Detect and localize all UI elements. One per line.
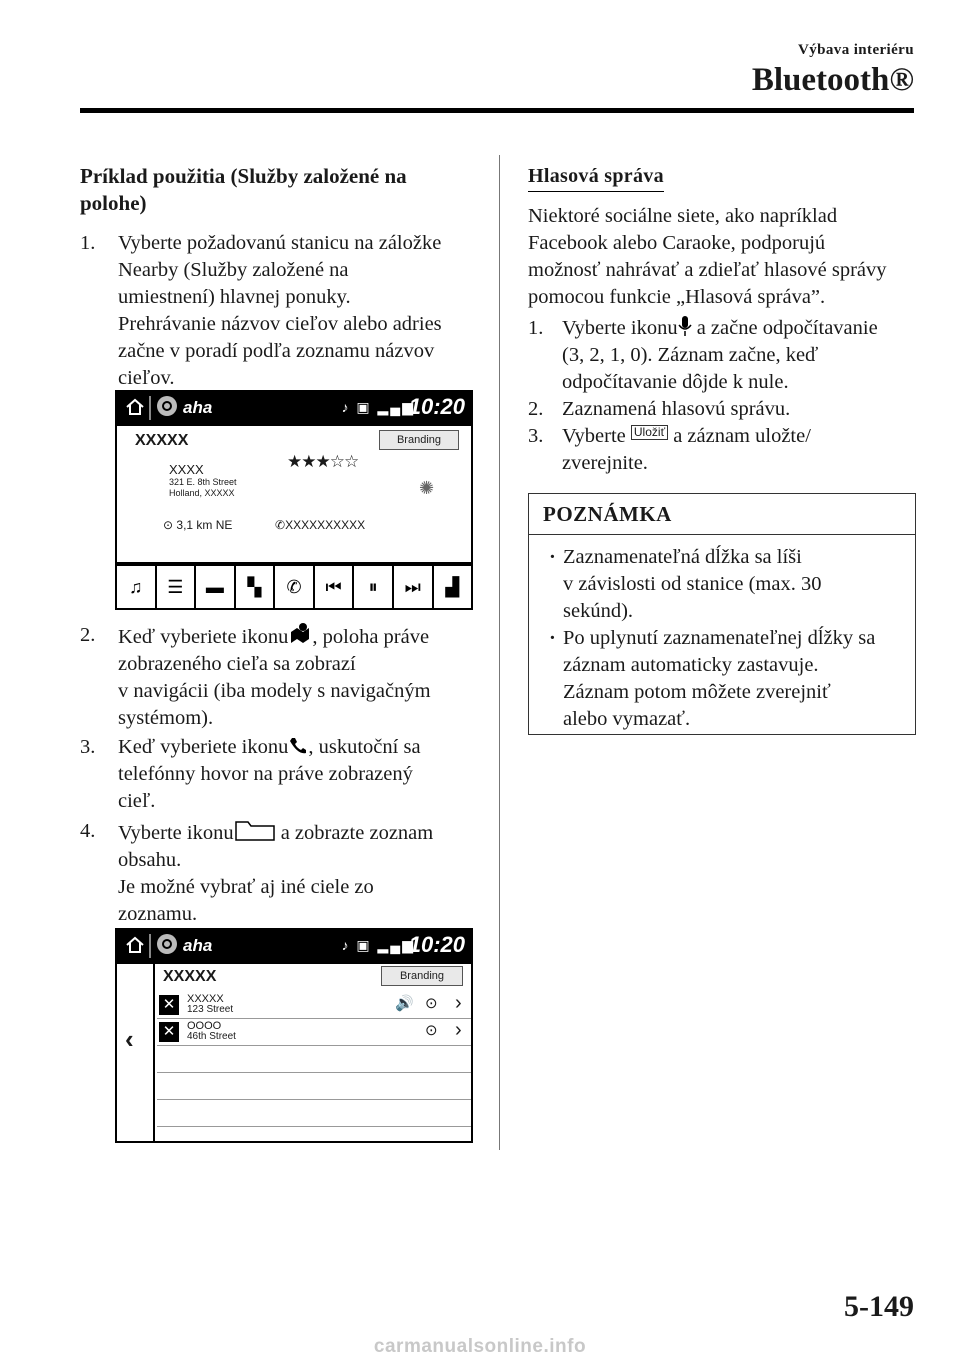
phone-icon: ✆ <box>275 518 286 532</box>
status-bar <box>115 390 473 426</box>
step-line: a začne odpočítavanie <box>691 317 878 339</box>
music-note-icon[interactable]: ♫ <box>117 566 155 608</box>
speaker-icon: 🔊 <box>395 995 414 1012</box>
save-button: Uložiť <box>631 425 668 440</box>
bullet-dot: · <box>549 627 556 649</box>
step-number: 2. <box>80 624 96 646</box>
note-bullet <box>549 544 821 625</box>
microphone-icon <box>678 315 692 337</box>
voice-step-3 <box>528 423 918 477</box>
step-2 <box>80 622 495 732</box>
step-number: 3. <box>80 736 96 758</box>
note-line: Záznam potom môžete zverejniť <box>563 681 831 703</box>
page-number: 5-149 <box>844 1290 914 1323</box>
item-name: XXXXX <box>187 993 224 1005</box>
step-line: a zobrazte zoznam <box>275 822 434 844</box>
step-line: , poloha práve <box>312 626 430 648</box>
pause-icon[interactable]: ⏸ <box>354 566 392 608</box>
intro-line: pomocou funkcie „Hlasová správa”. <box>528 286 826 308</box>
step-line: odpočítavanie dôjde k nule. <box>562 371 789 393</box>
voice-step-2 <box>528 396 918 423</box>
list-item[interactable] <box>157 992 471 1019</box>
clock: 10:20 <box>408 932 465 957</box>
step-line: telefónny hovor na práve zobrazený <box>118 763 413 785</box>
folder-icon <box>234 818 276 842</box>
destination-address-1: 321 E. 8th Street <box>169 477 237 487</box>
equalizer-icon[interactable]: ▟ <box>434 566 472 608</box>
map-icon <box>288 622 312 646</box>
loading-spinner-icon: ✺ <box>419 478 435 498</box>
intro-line: Niektoré sociálne siete, ako napríklad <box>528 205 838 227</box>
voice-message-heading: Hlasová správa <box>528 163 664 192</box>
step-number: 1. <box>80 232 96 254</box>
chevron-right-icon[interactable]: › <box>455 992 462 1014</box>
status-icons: ♪ ▣ ▂▄▆ <box>341 399 415 415</box>
voice-message-intro <box>528 203 918 311</box>
intro-line: Facebook alebo Caraoke, podporujú <box>528 232 826 254</box>
step-line: Nearby (Služby založené na <box>118 259 349 281</box>
back-panel[interactable] <box>117 964 153 1141</box>
note-line: Po uplynutí zaznamenateľnej dĺžky sa <box>563 627 876 649</box>
phone-icon[interactable]: ✆ <box>275 566 313 608</box>
step-line: cieľov. <box>118 367 175 389</box>
step-line: začne v poradí podľa zoznamu názvov <box>118 340 435 362</box>
item-name: OOOO <box>187 1020 222 1032</box>
station-panel <box>117 426 471 562</box>
separator <box>149 934 151 958</box>
home-icon[interactable] <box>125 935 145 955</box>
note-line: v závislosti od stanice (max. 30 <box>563 573 822 595</box>
note-bullet <box>549 625 875 733</box>
step-number: 3. <box>528 425 544 447</box>
step-line: Keď vyberiete ikonu <box>118 736 289 758</box>
step-line: (3, 2, 1, 0). Záznam začne, keď <box>562 344 819 366</box>
empty-list-row <box>157 1046 471 1073</box>
phone-number: XXXXXXXXXX <box>285 518 366 532</box>
column-divider <box>499 155 500 1150</box>
status-icons: ♪ ▣ ▂▄▆ <box>341 937 415 953</box>
header-rule <box>80 108 914 113</box>
distance-text: 3,1 km NE <box>176 518 233 532</box>
close-icon[interactable]: ✕ <box>159 995 179 1015</box>
section-title: Výbava interiéru <box>798 42 914 58</box>
note-line: záznam automaticky zastavuje. <box>563 654 819 676</box>
close-icon[interactable]: ✕ <box>159 1022 179 1042</box>
star-empty-icon: ☆ <box>329 452 344 471</box>
control-toolbar <box>117 566 471 608</box>
phone-readout[interactable] <box>275 518 365 532</box>
folder-icon[interactable]: ▬ <box>196 566 234 608</box>
empty-list-row <box>157 1100 471 1127</box>
step-line: systémom). <box>118 707 214 729</box>
step-line: Vyberte ikonu <box>118 822 234 844</box>
star-filled-icon: ★ <box>301 452 316 471</box>
step-1 <box>80 230 495 392</box>
compass-icon: ⊙ <box>425 995 438 1012</box>
voice-step-1 <box>528 315 918 396</box>
branding-button[interactable]: Branding <box>379 430 459 450</box>
example-heading-line2: polohe) <box>80 191 147 215</box>
app-name: aha <box>183 936 213 955</box>
previous-track-icon[interactable]: ⏮ <box>315 566 353 608</box>
distance-readout <box>163 518 232 532</box>
aha-app-icon <box>157 396 177 416</box>
compass-icon: ⊙ <box>163 518 177 532</box>
station-title: XXXXX <box>163 968 217 985</box>
intro-line: možnosť nahrávať a zdieľať hlasové správy <box>528 259 887 281</box>
note-line: Zaznamenateľná dĺžka sa líši <box>563 546 802 568</box>
step-line: Prehrávanie názvov cieľov alebo adries <box>118 313 442 335</box>
star-filled-icon: ★ <box>287 452 302 471</box>
aha-app-icon <box>157 934 177 954</box>
step-4 <box>80 818 495 928</box>
step-line: zverejnite. <box>562 452 648 474</box>
step-line: umiestnení) hlavnej ponuky. <box>118 286 351 308</box>
star-filled-icon: ★ <box>315 452 330 471</box>
home-icon[interactable] <box>125 397 145 417</box>
clock: 10:20 <box>408 394 465 419</box>
step-number: 1. <box>528 317 544 339</box>
next-track-icon[interactable]: ⏭ <box>394 566 432 608</box>
step-line: Zaznamená hlasovú správu. <box>562 398 791 420</box>
station-title: XXXXX <box>135 432 189 449</box>
step-line: v navigácii (iba modely s navigačným <box>118 680 431 702</box>
chevron-right-icon[interactable]: › <box>455 1019 462 1041</box>
step-line: zoznamu. <box>118 903 198 925</box>
item-address: 46th Street <box>187 1031 236 1042</box>
note-line: sekúnd). <box>563 600 634 622</box>
step-line: zobrazeného cieľa sa zobrazí <box>118 653 356 675</box>
empty-list-row <box>157 1073 471 1100</box>
example-heading-line1: Príklad použitia (Služby založené na <box>80 164 407 188</box>
compass-icon: ⊙ <box>425 1022 438 1039</box>
step-line: a záznam uložte/ <box>668 425 811 447</box>
destination-name: XXXX <box>169 462 204 477</box>
step-3 <box>80 734 495 815</box>
phone-icon <box>288 736 308 756</box>
separator <box>149 396 151 420</box>
step-line: Vyberte požadovanú stanicu na záložke <box>118 232 442 254</box>
aha-list-screen <box>115 928 473 1143</box>
step-line: Je možné vybrať aj iné ciele zo <box>118 876 374 898</box>
note-title: POZNÁMKA <box>529 494 915 535</box>
note-box <box>528 493 916 735</box>
menu-list-icon[interactable]: ☰ <box>157 566 195 608</box>
chapter-title: Bluetooth® <box>751 62 914 98</box>
item-address: 123 Street <box>187 1004 234 1015</box>
note-line: alebo vymazať. <box>563 708 691 730</box>
step-line: Vyberte ikonu <box>562 317 678 339</box>
bullet-dot: · <box>549 546 556 568</box>
app-name: aha <box>183 398 213 417</box>
branding-button[interactable]: Branding <box>381 966 463 986</box>
step-line: obsahu. <box>118 849 182 871</box>
step-number: 4. <box>80 820 96 842</box>
status-bar <box>115 928 473 964</box>
destination-address-2: Holland, XXXXX <box>169 488 235 498</box>
step-line: , uskutoční sa <box>308 736 421 758</box>
step-line: cieľ. <box>118 790 156 812</box>
back-chevron-icon[interactable]: ‹ <box>125 1024 134 1054</box>
star-empty-icon: ☆ <box>344 452 359 471</box>
step-line: Keď vyberiete ikonu <box>118 626 289 648</box>
step-line: Vyberte <box>562 425 626 447</box>
list-item[interactable] <box>157 1019 471 1046</box>
rating-stars <box>287 452 358 472</box>
aha-player-screen <box>115 390 473 610</box>
watermark: carmanualsonline.info <box>373 1336 587 1357</box>
step-number: 2. <box>528 398 544 420</box>
map-icon[interactable]: ▚ <box>236 566 274 608</box>
